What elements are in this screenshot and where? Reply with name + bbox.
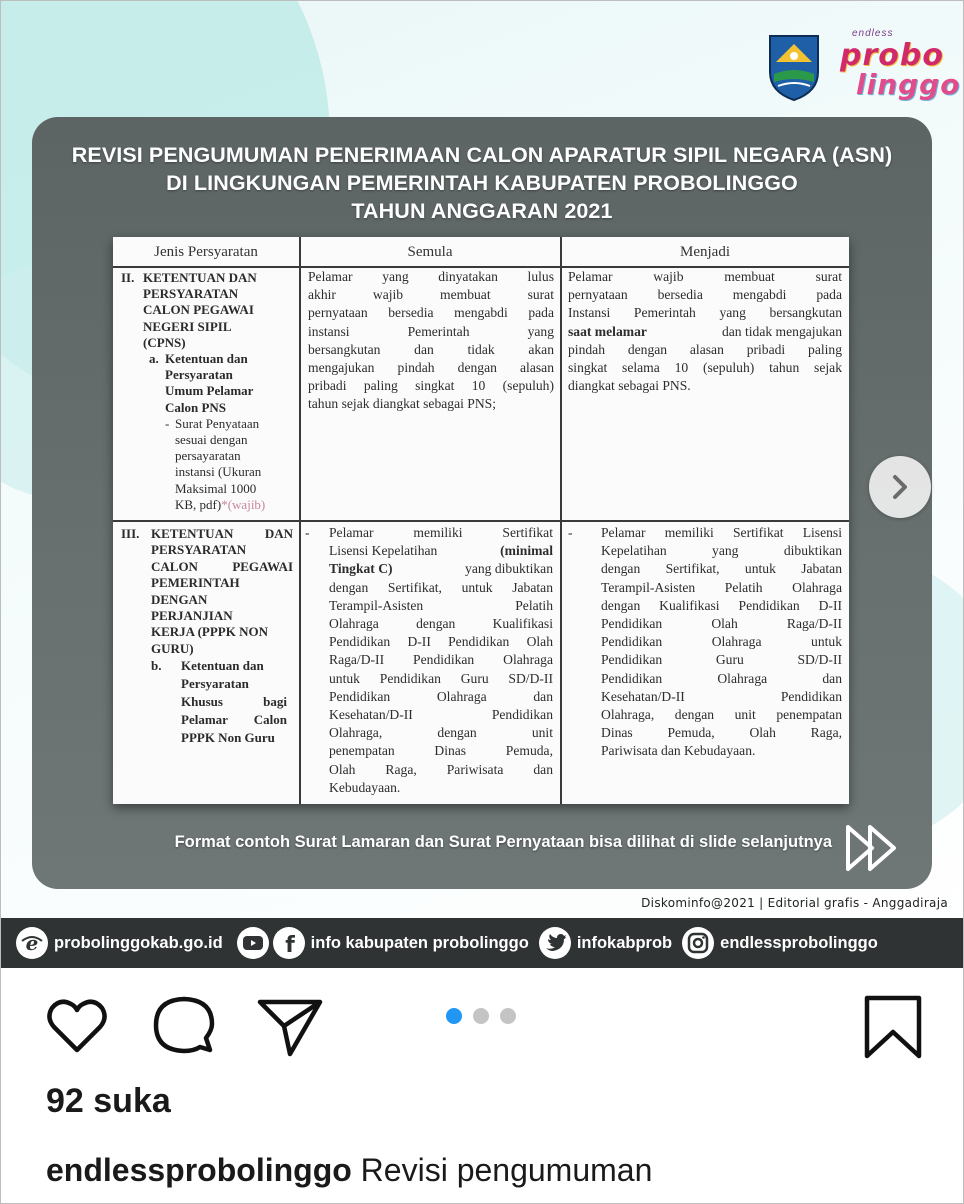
req-text: Persyaratan [165, 367, 233, 383]
req-text: KERJA (PPPK NON [151, 624, 268, 640]
text-line: Raga/D-II Pendidikan Olahraga [329, 652, 553, 668]
share-send-icon[interactable] [256, 996, 324, 1058]
text-line: Lisensi Kepelatihan [329, 543, 438, 559]
text-line: Pendidikan Guru SD/D-II [601, 652, 842, 668]
req-text: KB, pdf) [175, 496, 222, 512]
carousel-dot[interactable] [446, 1008, 462, 1024]
text-line: pernyataan bersedia mengabdi pada [308, 305, 554, 321]
brand-logo [836, 26, 961, 104]
carousel-next-button[interactable] [869, 456, 931, 518]
text-line: Pendidikan Olah Raga/D-II [601, 616, 842, 632]
text-line: Instansi Pemerintah yang bersangkutan [568, 305, 842, 321]
table-divider [113, 520, 849, 522]
req-text: KETENTUAN DAN [151, 526, 293, 541]
req-text: Khusus bagi [181, 694, 287, 710]
req-text: PPPK Non Guru [181, 730, 275, 746]
comment-icon[interactable] [150, 994, 218, 1060]
announcement-panel [32, 117, 932, 889]
req-text: PERSYARATAN [151, 542, 247, 558]
social-website [16, 927, 223, 959]
dash: - [165, 415, 170, 431]
post-actions [0, 994, 964, 1064]
title-line: TAHUN ANGGARAN 2021 [351, 199, 613, 223]
row2-semula [329, 524, 553, 797]
text-line: dengan Kualifikasi Pendidikan D-II [601, 597, 842, 613]
text-line: dengan Sertifikat, untuk Jabatan [329, 579, 553, 595]
emphasis-text: (minimal [500, 543, 553, 559]
social-twitter [539, 927, 672, 959]
req-text: Maksimal 1000 [175, 480, 257, 496]
facebook-icon [273, 927, 305, 959]
text-line: Terampil-Asisten Pelatih Olahraga [601, 579, 842, 595]
emphasis-text: saat melamar [568, 323, 647, 339]
text-line: instansi Pemerintah yang [308, 323, 554, 339]
text-line: dan tidak mengajukan [721, 323, 842, 339]
req-text: Calon PNS [165, 399, 227, 415]
text-line: Pendidikan Olahraga dan [601, 670, 842, 686]
caption-text: Revisi pengumuman [360, 1152, 653, 1188]
brand-line1: probo [840, 38, 944, 73]
text-line: Kepelatihan yang dibuktikan [601, 543, 842, 559]
req-text: GURU) [151, 640, 194, 656]
req-text: Persyaratan [181, 676, 249, 692]
fast-forward-icon [844, 823, 900, 873]
text-line: Pendidikan Olahraga dan [329, 688, 553, 704]
text-line: untuk Pendidikan Guru SD/D-II [329, 670, 553, 686]
text-line: Kesehatan/D-II Pendidikan [329, 707, 553, 723]
req-text: CALON PEGAWAI [143, 302, 254, 318]
regency-crest-icon [766, 32, 822, 102]
social-bar [0, 918, 964, 968]
req-text: PERJANJIAN [151, 608, 233, 624]
twitter-bird-icon [539, 927, 571, 959]
facebook-label: info kabupaten probolinggo [310, 933, 529, 952]
required-mark: *(wajib) [221, 496, 266, 512]
req-text: Ketentuan dan [165, 351, 248, 366]
text-line: Pelamar wajib membuat surat [568, 269, 842, 284]
text-line: dengan Sertifikat, untuk Jabatan [601, 561, 842, 577]
brand-small-text: endless [852, 28, 894, 39]
requirements-table [113, 237, 849, 804]
social-instagram [682, 927, 878, 959]
text-line: Dinas Pemuda, Olah Raga, [601, 725, 842, 741]
row2-requirement [121, 526, 293, 747]
req-text: DENGAN [151, 591, 208, 607]
sub-letter: b. [151, 658, 162, 674]
brand-line2: linggo [856, 68, 961, 101]
website-label: probolinggokab.go.id [54, 933, 223, 952]
req-text: (CPNS) [143, 334, 186, 350]
roman-numeral: III. [121, 526, 140, 541]
youtube-icon [237, 927, 269, 959]
text-line: Terampil-Asisten Pelatih [329, 597, 553, 613]
req-text: Umum Pelamar [165, 383, 254, 399]
twitter-label: infokabprob [576, 933, 673, 952]
text-line: bersangkutan dan tidak akan [308, 341, 554, 357]
req-text: Surat Penyataan [175, 415, 260, 431]
text-line: pribadi paling singkat 10 (sepuluh) [308, 378, 554, 394]
instagram-icon [682, 927, 714, 959]
social-facebook [237, 927, 529, 959]
text-line: Pariwisata dan Kebudayaan. [601, 743, 756, 759]
row2-menjadi [601, 524, 842, 761]
text-line: mengajukan pindah dengan alasan [308, 360, 554, 376]
req-text: Pelamar Calon [181, 712, 287, 728]
text-line: Pelamar memiliki Sertifikat Lisensi [601, 525, 842, 540]
text-line: Kesehatan/D-II Pendidikan [601, 688, 842, 704]
emphasis-text: Tingkat C) [329, 561, 393, 577]
announcement-title [32, 141, 932, 225]
text-line: yang dibuktikan [465, 561, 553, 577]
next-slide-note: Format contoh Surat Lamaran dan Surat Pernyataan bisa dilihat di slide selanjutnya [174, 833, 832, 851]
text-line: singkat selama 10 (sepuluh) tahun sejak [568, 360, 842, 376]
header-menjadi: Menjadi [680, 244, 730, 260]
title-line: REVISI PENGUMUMAN PENERIMAAN CALON APARATUR SIPIL NEGARA (ASN) [71, 143, 893, 167]
like-heart-icon[interactable] [44, 996, 110, 1056]
post-caption [46, 1152, 652, 1189]
text-line: Pelamar yang dinyatakan lulus [308, 269, 554, 284]
save-bookmark-icon[interactable] [862, 994, 924, 1060]
req-text: PERSYARATAN [143, 286, 239, 302]
row1-semula [308, 268, 554, 414]
req-text: persayaratan [175, 448, 241, 464]
text-line: tahun sejak diangkat sebagai PNS; [308, 396, 497, 412]
title-line: DI LINGKUNGAN PEMERINTAH KABUPATEN PROBOLINGGO [166, 171, 798, 195]
svg-text:e: e [25, 931, 39, 955]
instagram-label: endlessprobolinggo [720, 933, 878, 952]
req-text: Ketentuan dan [181, 658, 264, 674]
text-line: Olahraga, dengan unit [329, 725, 553, 741]
req-text: instansi (Ukuran [175, 464, 262, 480]
roman-numeral: II. [121, 270, 135, 285]
req-text: KETENTUAN DAN [143, 270, 257, 285]
header-semula: Semula [407, 244, 453, 260]
browser-e-icon [16, 927, 48, 959]
text-line: Olahraga, dengan unit penempatan [601, 707, 842, 723]
carousel-indicator [446, 1008, 516, 1024]
text-line: diangkat sebagai PNS. [568, 378, 691, 394]
text-line: Olah Raga, Pariwisata dan [329, 761, 553, 777]
row1-requirement [121, 270, 293, 513]
sub-letter: a. [149, 351, 159, 366]
credit-text: Diskominfo@2021 | Editorial grafis - Anggadiraja [641, 896, 948, 910]
text-line: Olahraga dengan Kualifikasi [329, 616, 553, 632]
text-line: akhir wajib membuat surat [308, 287, 554, 303]
text-line: Pendidikan Olahraga untuk [601, 634, 842, 650]
req-text: CALON PEGAWAI [151, 558, 293, 574]
text-line: pernyataan bersedia mengabdi pada [568, 287, 842, 303]
like-count[interactable]: 92 suka [46, 1082, 171, 1120]
row2-menjadi-dash: - [568, 525, 573, 540]
req-text: NEGERI SIPIL [143, 318, 232, 334]
row1-menjadi [568, 268, 842, 395]
req-text: sesuai dengan [175, 431, 248, 447]
text-line: Pendidikan D-II Pendidikan Olah [329, 634, 553, 650]
caption-username[interactable]: endlessprobolinggo [46, 1152, 352, 1188]
text-line: Kebudayaan. [329, 779, 401, 795]
text-line: penempatan Dinas Pemuda, [329, 743, 553, 759]
row2-semula-dash: - [305, 525, 310, 540]
carousel-dot[interactable] [500, 1008, 516, 1024]
chevron-right-icon [889, 474, 911, 500]
carousel-dot[interactable] [473, 1008, 489, 1024]
text-line: Pelamar memiliki Sertifikat [329, 525, 553, 540]
req-text: PEMERINTAH [151, 575, 240, 591]
svg-text:f: f [284, 933, 295, 955]
text-line: pindah dengan alasan pribadi paling [568, 341, 842, 357]
header-jenis: Jenis Persyaratan [154, 244, 258, 260]
